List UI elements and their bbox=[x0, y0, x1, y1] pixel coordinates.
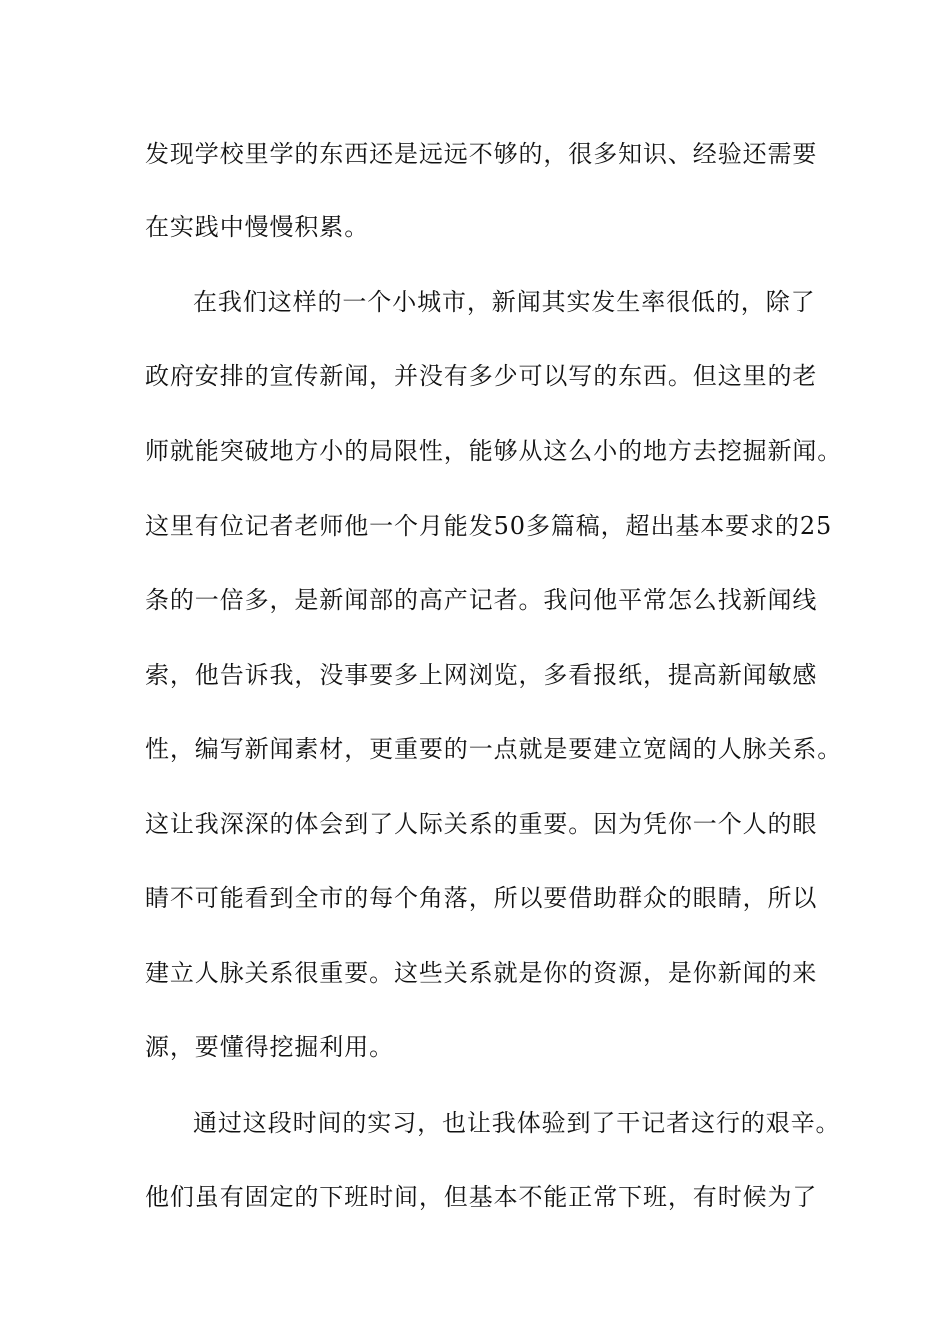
text-line-1: 发现学校里学的东西还是远远不够的，很多知识、经验还需要 bbox=[145, 140, 818, 168]
text-line-15: 他们虽有固定的下班时间，但基本不能正常下班，有时候为了 bbox=[145, 1183, 818, 1211]
text-line-2: 在实践中慢慢积累。 bbox=[145, 213, 370, 241]
text-line-12: 建立人脉关系很重要。这些关系就是你的资源，是你新闻的来 bbox=[145, 959, 818, 987]
text-line-7: 条的一倍多，是新闻部的高产记者。我问他平常怎么找新闻线 bbox=[145, 586, 818, 614]
text-line-14: 通过这段时间的实习，也让我体验到了干记者这行的艰辛。 bbox=[193, 1109, 841, 1137]
text-line-13: 源，要懂得挖掘利用。 bbox=[145, 1033, 394, 1061]
text-line-8: 索，他告诉我，没事要多上网浏览，多看报纸，提高新闻敏感 bbox=[145, 661, 818, 689]
text-line-11: 睛不可能看到全市的每个角落，所以要借助群众的眼睛，所以 bbox=[145, 884, 818, 912]
text-line-6: 这里有位记者老师他一个月能发50多篇稿，超出基本要求的25 bbox=[145, 512, 833, 540]
text-line-10: 这让我深深的体会到了人际关系的重要。因为凭你一个人的眼 bbox=[145, 810, 818, 838]
text-line-9: 性，编写新闻素材，更重要的一点就是要建立宽阔的人脉关系。 bbox=[145, 735, 843, 763]
text-line-3: 在我们这样的一个小城市，新闻其实发生率很低的，除了 bbox=[193, 288, 816, 316]
text-line-5: 师就能突破地方小的局限性，能够从这么小的地方去挖掘新闻。 bbox=[145, 437, 843, 465]
text-line-4: 政府安排的宣传新闻，并没有多少可以写的东西。但这里的老 bbox=[145, 362, 818, 390]
